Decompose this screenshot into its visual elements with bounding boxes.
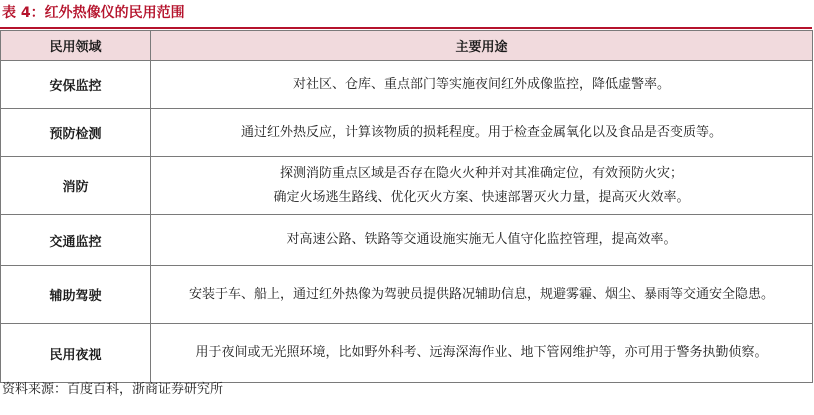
- civil-use-table: [0, 30, 813, 383]
- row-uses: [151, 109, 813, 157]
- row-field: 民用夜视: [1, 324, 151, 383]
- table-row: [1, 157, 813, 215]
- header-uses: 主要用途: [151, 31, 813, 61]
- row-uses: [151, 157, 813, 215]
- row-field: 预防检测: [1, 109, 151, 157]
- source-note: 资料来源：百度百科，浙商证券研究所: [2, 382, 224, 397]
- table-row: [1, 324, 813, 383]
- row-uses: [151, 61, 813, 109]
- title-divider: [0, 27, 812, 29]
- row-uses: [151, 266, 813, 324]
- row-use-line: 对高速公路、铁路等交通设施实施无人值守化监控管理，提高效率。: [286, 232, 677, 247]
- row-field: 交通监控: [1, 215, 151, 266]
- row-use-line: 确定火场逃生路线、优化灭火方案、快速部署灭火力量，提高灭火效率。: [273, 189, 690, 205]
- table-row: [1, 266, 813, 324]
- row-uses: [151, 215, 813, 266]
- row-field: 消防: [1, 157, 151, 215]
- row-use-line: 通过红外热反应，计算该物质的损耗程度。用于检查金属氧化以及食品是否变质等。: [240, 124, 722, 140]
- table-header-row: [1, 31, 813, 61]
- table-title: 表 4：红外热像仪的民用范围: [2, 5, 185, 21]
- row-use-line: 探测消防重点区域是否存在隐火火种并对其准确定位，有效预防火灾；: [279, 165, 683, 181]
- table-row: [1, 215, 813, 266]
- table-row: [1, 109, 813, 157]
- row-use-line: 安装于车、船上，通过红外热像为驾驶员提供路况辅助信息，规避雾霾、烟尘、暴雨等交通安全隐患。: [188, 286, 774, 302]
- header-field: 民用领域: [1, 31, 151, 61]
- row-field: 辅助驾驶: [1, 266, 151, 324]
- row-use-line: 对社区、仓库、重点部门等实施夜间红外成像监控，降低虚警率。: [292, 76, 670, 92]
- row-field: 安保监控: [1, 61, 151, 109]
- row-use-line: 用于夜间或无光照环境，比如野外科考、远海深海作业、地下管网维护等，亦可用于警务执勤侦察。: [195, 345, 768, 360]
- row-uses: [151, 324, 813, 383]
- table-row: [1, 61, 813, 109]
